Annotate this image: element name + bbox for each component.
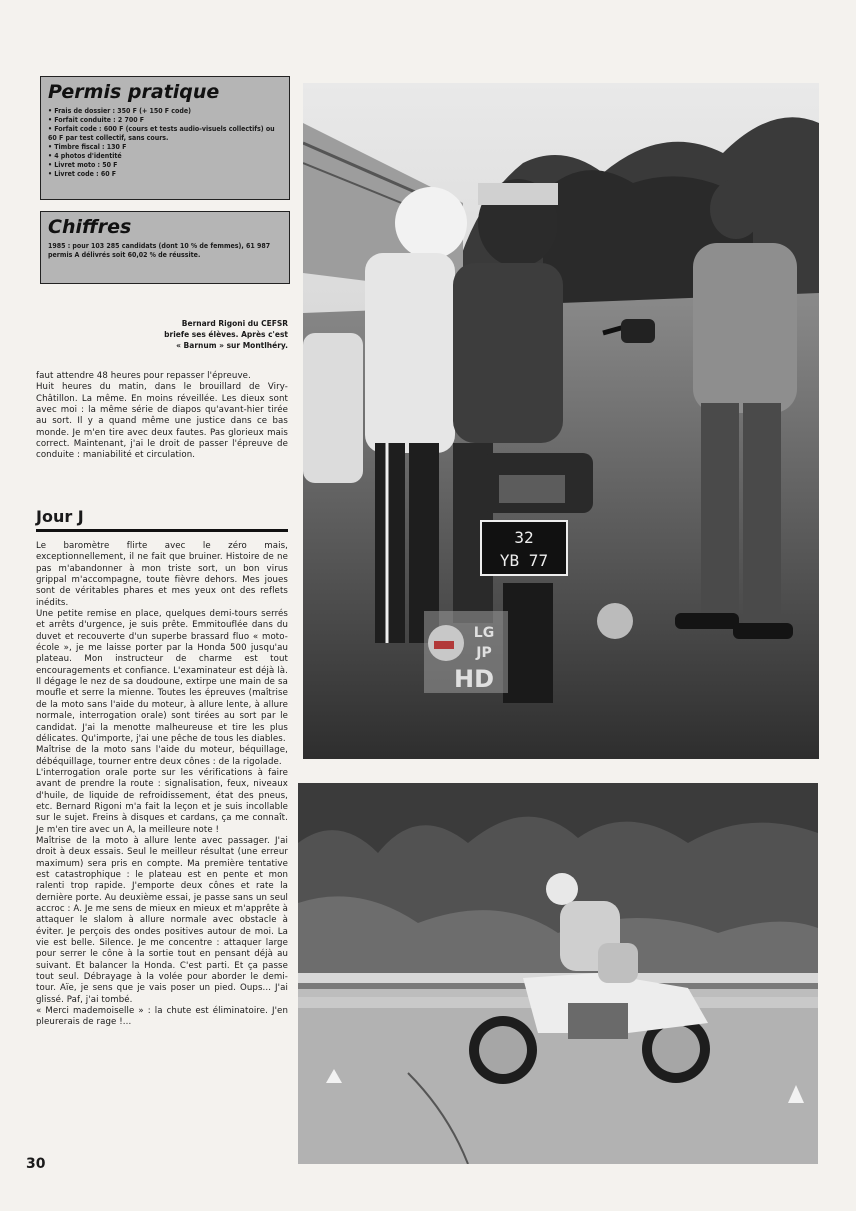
list-item: • Livret moto : 50 F [48, 161, 282, 170]
list-item: • 4 photos d'identité [48, 152, 282, 161]
watermark-logo-image [424, 611, 508, 693]
list-item: • Forfait conduite : 2 700 F [48, 116, 282, 125]
permis-cost-list [48, 107, 282, 179]
plate-line-2: YB 77 [499, 551, 549, 570]
intro-paragraph: faut attendre 48 heures pour repasser l'épreuve. Huit heures du matin, dans le brouillard de Viry-Châtillon. La même. En moins réveillée. Les dieux sont avec moi : la même série de diapos qu'avant-hier tirée au sort. Il y a quand même une justice dans ce bas monde. Je m'en tire avec deux fautes. Pas glorieux mais correct. Maintenant, j'ai le droit de passer l'épreuve de conduite : maniabilité et circulation. [36, 371, 288, 461]
list-item: • Frais de dossier : 350 F (+ 150 F code) [48, 107, 282, 116]
photo-rider-cornering-image [298, 783, 818, 1164]
photo-riders-briefing [303, 83, 819, 759]
photo-riders-briefing-image [303, 83, 819, 759]
photo-rider-cornering [298, 783, 818, 1164]
chiffres-text: 1985 : pour 103 285 candidats (dont 10 % de femmes), 61 987 permis A délivrés soit 60,02 % de réussite. [48, 242, 271, 259]
caption-line: « Barnum » sur Montlhéry. [176, 341, 288, 350]
photo-caption [150, 318, 288, 351]
caption-line: briefe ses élèves. Après c'est [164, 330, 288, 339]
section-heading-jour-j: Jour J [36, 507, 288, 532]
watermark-line-2: JP [476, 645, 492, 661]
caption-line: Bernard Rigoni du CEFSR [181, 319, 288, 328]
body-text: Le baromètre flirte avec le zéro mais, exceptionnellement, il ne fait que bruiner. Histoire de ne pas m'abandonner à mon triste sort, un bon virus grippal m'accompagne, toute fièvre dehors. Mes joues sont de véritables phares et mes yeux ont des reflets inédits. Une petite remise en place, quelques demi-tours serrés et arrêts d'urgence, je suis prête. Emmitouflée dans du duvet et recouverte d'un superbe brassard fluo « moto-école », je me laisse porter par la Honda 500 jusqu'au plateau. Mon instructeur de charme est tout encouragements et confiance. L'examinateur est déjà là. Il dégage le nez de sa doudoune, extirpe une main de sa moufle et serre la mienne. Toutes les épreuves (maîtrise de la moto sans l'aide du moteur, à allure lente, à allure normale, interrogation orale) sont tirées au sort par le candidat. J'ai la menotte malheureuse et tire les plus délicates. Qu'importe, j'ai une pêche de tous les diables. Maîtrise de la moto sans l'aide du moteur, béquillage, débéquillage, tourner entre deux cônes : de la rigolade. L'interrogation orale porte sur les vérifications à faire avant de prendre la route : signalisation, feux, niveaux d'huile, de liquide de refroidissement, état des pneus, etc. Bernard Rigoni m'a fait la leçon et je suis incollable sur le sujet. Freins à disques et cardans, ça me connaît. Je m'en tire avec un A, la meilleure note ! Maîtrise de la moto à allure lente avec passager. J'ai droit à deux essais. Seul le meilleur résultat (une erreur maximum) sera pris en compte. Ma première tentative est catastrophique : le plateau est en pente et mon ralenti trop rapide. J'emporte deux cônes et rate la dernière porte. Au deuxième essai, je passe sans un seul accroc : A. Je me sens de mieux en mieux et m'apprête à attaquer le slalom à allure normale avec obstacle à éviter. Je perçois des ondes positives autour de moi. La vie est belle. Silence. Je me concentre : attaquer large pour serrer le cône à la sortie tout en pensant déjà au suivant. Et balancer la Honda. C'est parti. Et ça passe tout seul. Débrayage à la volée pour aborder le demi-tour. Aïe, je sens que je vais poser un pied. Oups... J'ai glissé. Paf, j'ai tombé. « Merci mademoiselle » : la chute est éliminatoire. J'en pleurerais de rage !... [36, 541, 288, 1028]
permis-pratique-title: Permis pratique [48, 81, 220, 103]
page-number: 30 [26, 1156, 46, 1172]
list-item: • Livret code : 60 F [48, 170, 282, 179]
watermark-line-3: HD [453, 665, 495, 693]
permis-pratique-box [40, 76, 290, 200]
watermark-line-1: LG [473, 625, 495, 641]
plate-line-1: 32 [514, 528, 534, 547]
list-item: • Timbre fiscal : 130 F [48, 143, 282, 152]
chiffres-title: Chiffres [48, 216, 132, 238]
list-item: • Forfait code : 600 F (cours et tests audio-visuels collectifs) ou 60 F par test collectif, sans cours. [48, 125, 282, 143]
chiffres-box [40, 211, 290, 284]
watermark-logo [424, 611, 508, 693]
